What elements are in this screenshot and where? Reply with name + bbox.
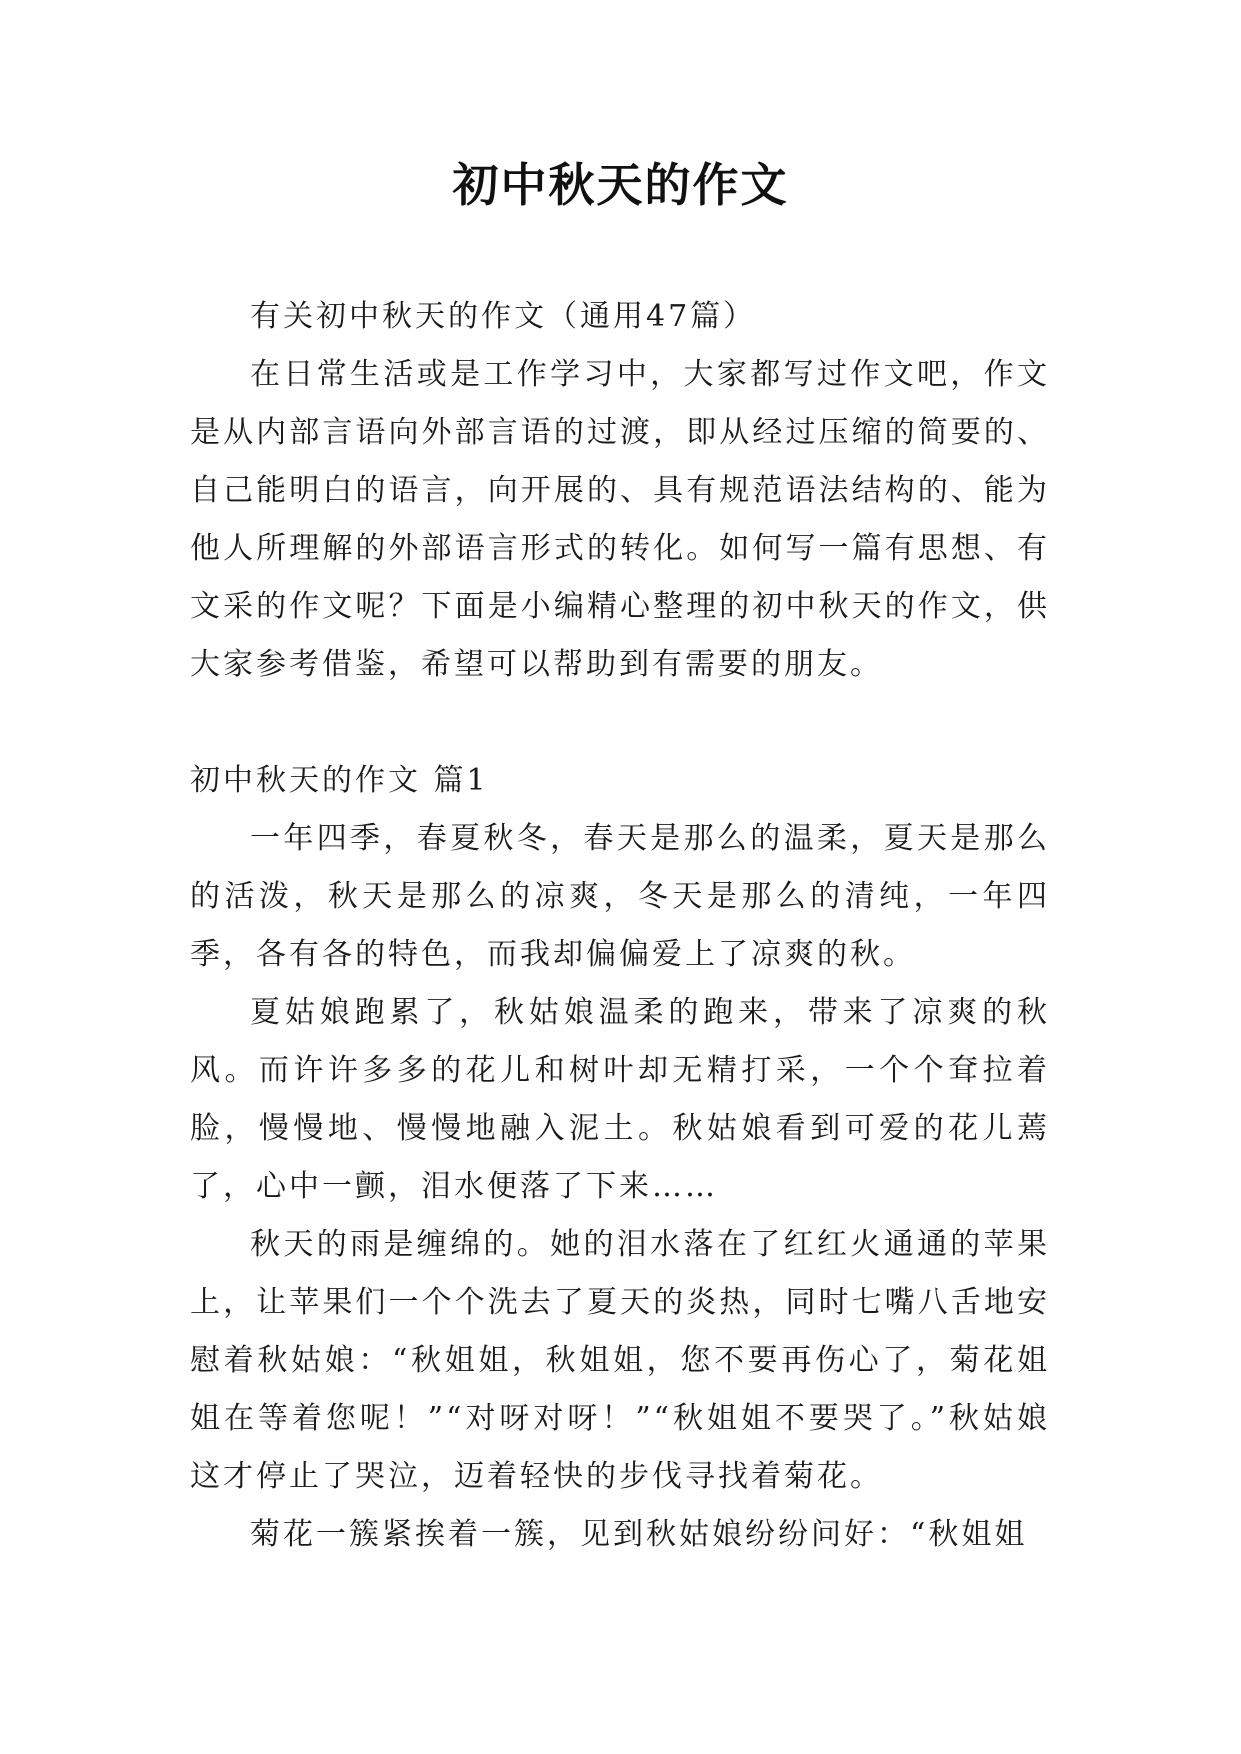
intro-subtitle: 有关初中秋天的作文（通用47篇） [250, 299, 757, 334]
section-heading: 初中秋天的作文 篇1 [190, 763, 489, 798]
document-body [190, 288, 1050, 1564]
section-paragraph-1: 一年四季，春夏秋冬，春天是那么的温柔，夏天是那么的活泼，秋天是那么的凉爽，冬天是那么的清纯，一年四季，各有各的特色，而我却偏偏爱上了凉爽的秋。 [190, 821, 1050, 972]
section-paragraph-2: 夏姑娘跑累了，秋姑娘温柔的跑来，带来了凉爽的秋风。而许许多多的花儿和树叶却无精打采，一个个耷拉着脸，慢慢地、慢慢地融入泥土。秋姑娘看到可爱的花儿蔫了，心中一颤，泪水便落了下来…… [190, 995, 1050, 1204]
section-paragraph-3: 秋天的雨是缠绵的。她的泪水落在了红红火通通的苹果上，让苹果们一个个洗去了夏天的炎热，同时七嘴八舌地安慰着秋姑娘：“秋姐姐，秋姐姐，您不要再伤心了，菊花姐姐在等着您呢！”“对呀对呀！”“秋姐姐不要哭了。”秋姑娘这才停止了哭泣，迈着轻快的步伐寻找着菊花。 [190, 1227, 1050, 1494]
intro-paragraph: 在日常生活或是工作学习中，大家都写过作文吧，作文是从内部言语向外部言语的过渡，即从经过压缩的简要的、自己能明白的语言，向开展的、具有规范语法结构的、能为他人所理解的外部语言形式的转化。如何写一篇有思想、有文采的作文呢？下面是小编精心整理的初中秋天的作文，供大家参考借鉴，希望可以帮助到有需要的朋友。 [190, 357, 1050, 682]
document-title: 初中秋天的作文 [452, 158, 789, 212]
paragraph-spacer [190, 694, 1050, 752]
section-paragraph-4: 菊花一簇紧挨着一簇，见到秋姑娘纷纷问好：“秋姐姐 [250, 1517, 1028, 1552]
